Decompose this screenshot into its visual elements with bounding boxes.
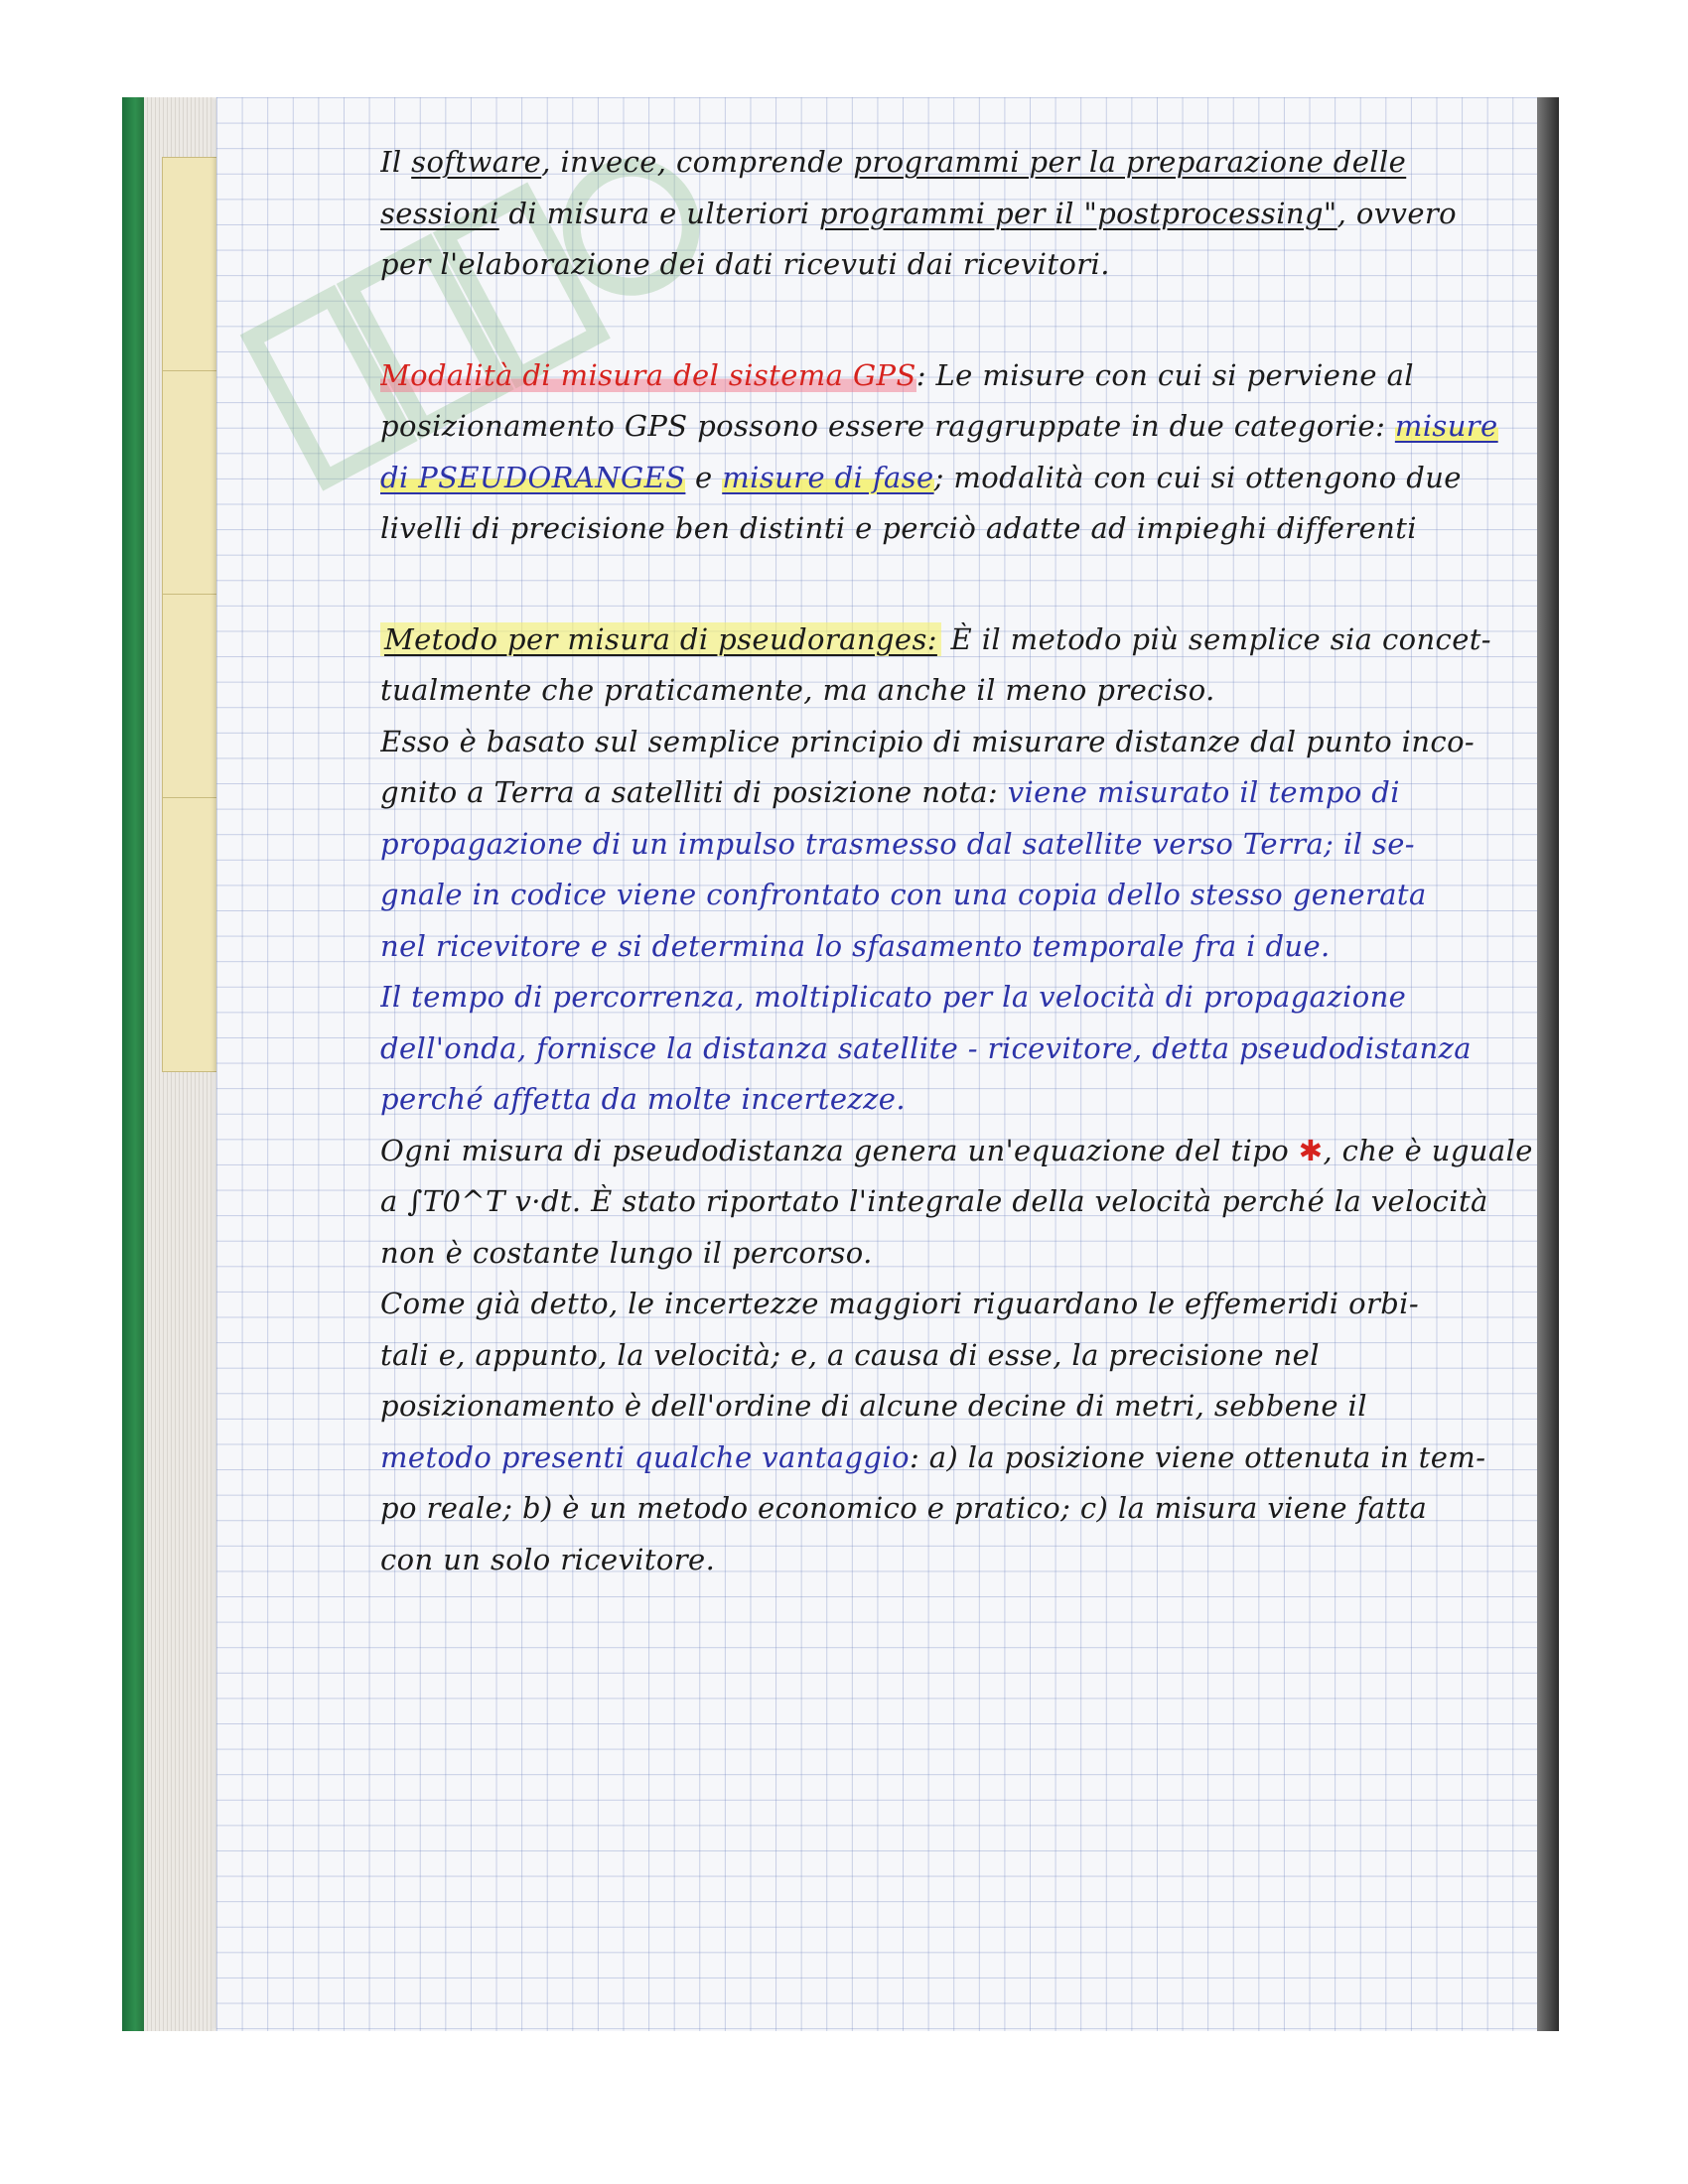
note-line: livelli di precisione ben distinti e perciò adatte ad impieghi differenti bbox=[380, 511, 1417, 545]
note-line: perché affetta da molte incertezze. bbox=[380, 1082, 906, 1116]
scanned-notebook-page bbox=[122, 97, 1559, 2031]
note-line: propagazione di un impulso trasmesso dal satellite verso Terra; il se- bbox=[380, 826, 1415, 861]
note-line: tualmente che praticamente, ma anche il meno preciso. bbox=[380, 673, 1215, 707]
note-line: posizionamento è dell'ordine di alcune decine di metri, sebbene il bbox=[380, 1389, 1367, 1423]
note-line bbox=[380, 614, 1559, 666]
text: , invece, comprende bbox=[541, 145, 854, 179]
text: e bbox=[685, 460, 723, 494]
note-line bbox=[380, 767, 1559, 819]
blue-text: metodo presenti qualche vantaggio bbox=[380, 1439, 910, 1474]
note-line: con un solo ricevitore. bbox=[380, 1542, 716, 1576]
text: ; modalità con cui si ottengono due bbox=[933, 460, 1462, 494]
underlined-term: sessioni bbox=[380, 196, 499, 230]
section-heading: Modalità di misura del sistema GPS bbox=[380, 357, 916, 392]
note-line: Il tempo di percorrenza, moltiplicato per la velocità di propagazione bbox=[380, 980, 1407, 1014]
note-line bbox=[380, 453, 1559, 504]
underlined-term: programmi per la preparazione delle bbox=[853, 145, 1407, 179]
scan-shadow-edge bbox=[1537, 97, 1559, 2031]
paragraph-gap bbox=[380, 291, 1559, 350]
note-line bbox=[380, 1126, 1559, 1177]
text: di misura e ulteriori bbox=[498, 196, 819, 230]
note-line: dell'onda, fornisce la distanza satellite - ricevitore, detta pseudodistanza bbox=[380, 1030, 1472, 1065]
highlighted-term: misure bbox=[1394, 409, 1498, 443]
note-line: a ∫T0^T v·dt. È stato riportato l'integrale della velocità perché la velocità bbox=[380, 1184, 1488, 1218]
paragraph-gap bbox=[380, 555, 1559, 614]
note-line: Come già detto, le incertezze maggiori riguardano le effemeridi orbi- bbox=[380, 1287, 1420, 1320]
section-heading: Metodo per misura di pseudoranges: bbox=[380, 622, 941, 656]
note-line bbox=[380, 189, 1559, 240]
text: È il metodo più semplice sia concet- bbox=[940, 621, 1492, 656]
text: Il bbox=[380, 145, 412, 179]
note-line bbox=[380, 401, 1559, 453]
grid-paper bbox=[216, 97, 1537, 2031]
underlined-term: software bbox=[411, 145, 542, 179]
text: , che è uguale bbox=[1323, 1133, 1533, 1167]
note-line: po reale; b) è un metodo economico e pratico; c) la misura viene fatta bbox=[380, 1491, 1428, 1525]
note-line bbox=[380, 350, 1559, 402]
note-line: non è costante lungo il percorso. bbox=[380, 1235, 873, 1270]
note-line bbox=[380, 1433, 1559, 1484]
text: gnito a Terra a satelliti di posizione nota: bbox=[380, 775, 1008, 809]
highlighted-term: misure di fase bbox=[722, 460, 934, 494]
note-line: tali e, appunto, la velocità; e, a causa di esse, la precisione nel bbox=[380, 1337, 1320, 1372]
note-line: Esso è basato sul semplice principio di misurare distanze dal punto inco- bbox=[380, 724, 1476, 758]
underlined-term: programmi per il "postprocessing" bbox=[818, 196, 1337, 230]
blue-text: viene misurato il tempo di bbox=[1007, 775, 1400, 809]
text: , ovvero bbox=[1336, 196, 1458, 230]
note-line: nel ricevitore e si determina lo sfasamento temporale fra i due. bbox=[380, 928, 1331, 963]
asterisk-icon: ✱ bbox=[1298, 1133, 1324, 1167]
notebook-cover-edge bbox=[122, 97, 144, 2031]
note-line: per l'elaborazione dei dati ricevuti dai ricevitori. bbox=[380, 247, 1110, 281]
text: : a) la posizione viene ottenuta in tem- bbox=[909, 1439, 1486, 1474]
note-line: gnale in codice viene confrontato con una copia dello stesso generata bbox=[380, 878, 1427, 911]
text: posizionamento GPS possono essere raggruppate in due categorie: bbox=[380, 409, 1395, 443]
text: Ogni misura di pseudodistanza genera un'equazione del tipo bbox=[380, 1133, 1299, 1167]
text: : Le misure con cui si perviene al bbox=[915, 357, 1414, 392]
note-line bbox=[380, 137, 1559, 189]
handwritten-notes bbox=[380, 137, 1559, 1585]
highlighted-term: di PSEUDORANGES bbox=[380, 460, 686, 494]
